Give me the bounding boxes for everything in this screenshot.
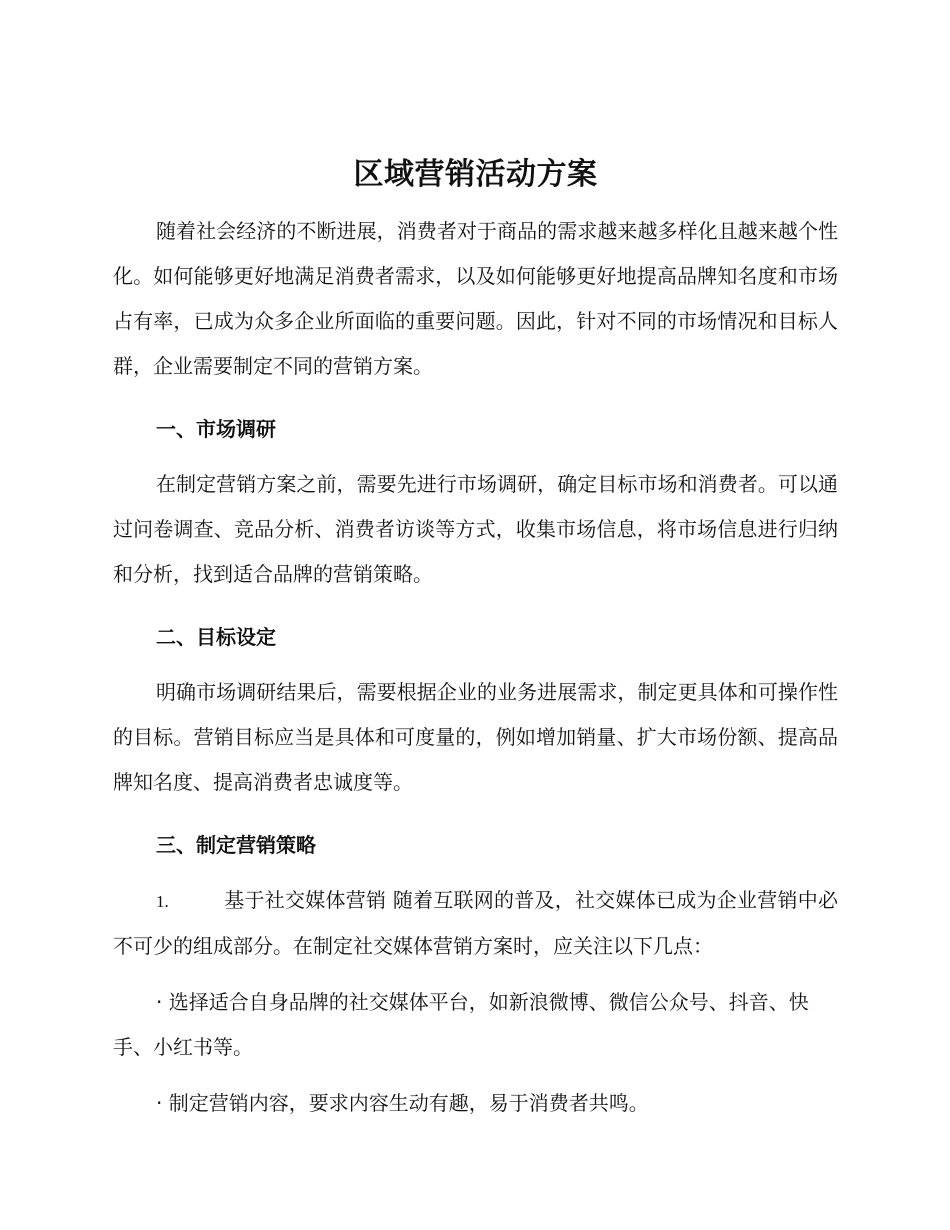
document-title: 区域营销活动方案: [353, 157, 598, 192]
intro-paragraph: 随着社会经济的不断进展，消费者对于商品的需求越来越多样化且越来越个性化。如何能够更好地满足消费者需求，以及如何能够更好地提高品牌知名度和市场占有率，已成为众多企业所面临的重要问题。因此，针对不同的市场情况和目标人群，企业需要制定不同的营销方案。: [113, 219, 838, 378]
section-body-market-research: 在制定营销方案之前，需要先进行市场调研，确定目标市场和消费者。可以通过问卷调查、竞品分析、消费者访谈等方式，收集市场信息，将市场信息进行归纳和分析，找到适合品牌的营销策略。: [113, 472, 838, 586]
numbered-item-social-media: [113, 878, 838, 969]
section-heading-goal-setting: 二、目标设定: [156, 625, 276, 649]
bullet-item-platform: · 选择适合自身品牌的社交媒体平台，如新浪微博、微信公众号、抖音、快手、小红书等。: [113, 990, 809, 1059]
spacer: [113, 969, 838, 980]
spacer: [113, 649, 838, 670]
list-item-text: 基于社交媒体营销 随着互联网的普及，社交媒体已成为企业营销中必不可少的组成部分。在制定社交媒体营销方案时，应关注以下几点：: [113, 888, 838, 958]
spacer: [113, 805, 838, 833]
spacer: [113, 857, 838, 878]
list-item-number: 1.: [156, 892, 169, 911]
spacer: [113, 597, 838, 625]
spacer: [113, 1070, 838, 1081]
spacer: [113, 389, 838, 417]
bullet-item-content: · 制定营销内容，要求内容生动有趣，易于消费者共鸣。: [156, 1091, 649, 1115]
section-heading-marketing-strategy: 三、制定营销策略: [156, 833, 316, 857]
spacer: [113, 441, 838, 462]
section-body-goal-setting: 明确市场调研结果后，需要根据企业的业务进展需求，制定更具体和可操作性的目标。营销目标应当是具体和可度量的，例如增加销量、扩大市场份额、提高品牌知名度、提高消费者忠诚度等。: [113, 680, 838, 794]
section-heading-market-research: 一、市场调研: [156, 417, 276, 441]
